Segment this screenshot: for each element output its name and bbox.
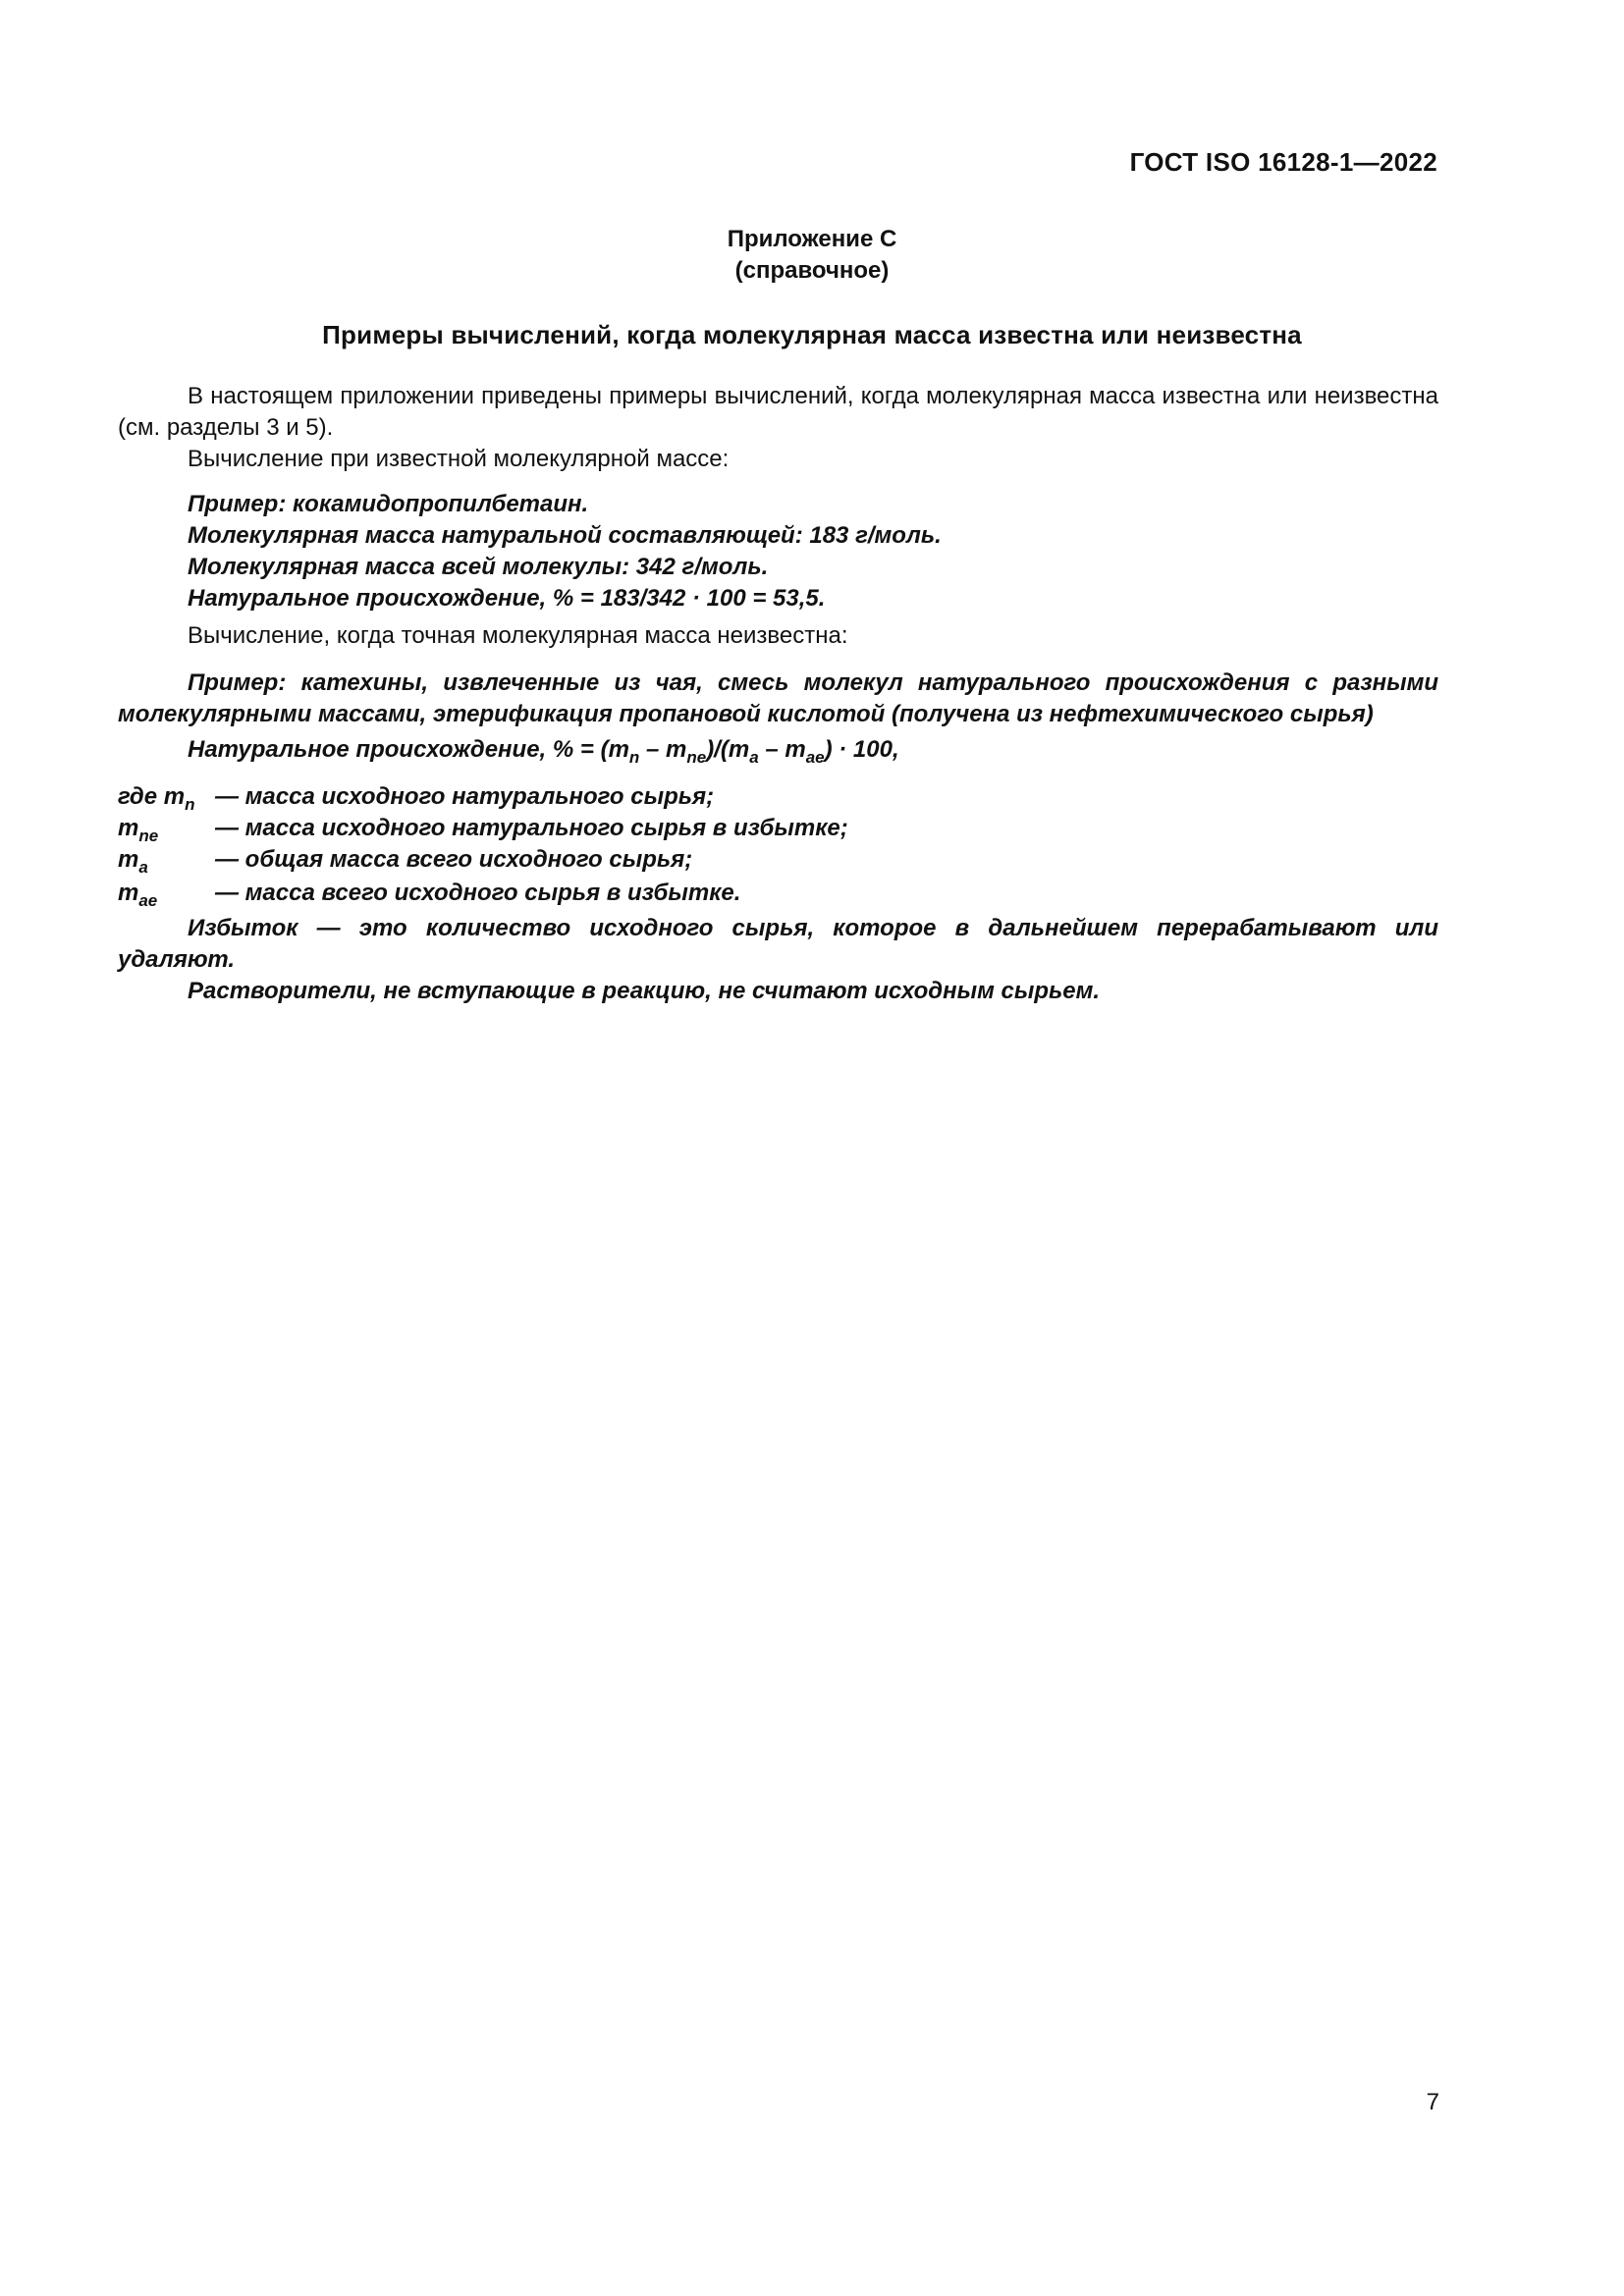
solvents-note: Растворители, не вступающие в реакцию, не считают исходным сырьем.	[188, 978, 1101, 1004]
example2-text: Пример: катехины, извлеченные из чая, смесь молекул натурального происхождения с разными молекулярными массами, этерификация пропановой кислотой (получена из нефтехимического сырья)	[118, 669, 1438, 727]
intro-paragraph: В настоящем приложении приведены примеры вычислений, когда молекулярная масса известна или неизвестна (см. разделы 3 и 5).	[118, 383, 1438, 441]
unknown-mass-heading: Вычисление, когда точная молекулярная масса неизвестна:	[188, 622, 848, 649]
definition-text: — масса исходного натурального сырья в избытке;	[215, 815, 848, 841]
example-unknown-block	[118, 667, 1438, 730]
symbol-mne: $m_{ne}$	[118, 815, 159, 845]
formula-block	[118, 734, 1438, 766]
symbol-ma: $m_a$	[118, 846, 148, 877]
example1-line3: Молекулярная масса всей молекулы: 342 г/моль.	[188, 554, 769, 580]
excess-note: Избыток — это количество исходного сырья, которое в дальнейшем перерабатывают или удаляют.	[118, 915, 1438, 973]
example1-line1: Пример: кокамидопропилбетаин.	[188, 491, 589, 517]
known-mass-heading: Вычисление при известной молекулярной массе:	[188, 446, 730, 472]
symbol-mae: $m_{ae}$	[118, 880, 158, 910]
unknown-mass-block	[118, 620, 1438, 652]
intro-block	[118, 381, 1438, 475]
example1-line2: Молекулярная масса натуральной составляющей: 183 г/моль.	[188, 522, 942, 549]
annex-type: (справочное)	[734, 257, 890, 284]
definition-text: — масса исходного натурального сырья;	[215, 783, 715, 810]
natural-origin-formula: Натуральное происхождение, % = $(m_n - m_{ne})/(m_a - m_{ae}) \cdot 100$,	[188, 736, 899, 767]
definition-text: — общая масса всего исходного сырья;	[215, 846, 693, 873]
definition-text: — масса всего исходного сырья в избытке.	[215, 880, 741, 906]
example-known-block	[118, 489, 1438, 614]
notes-block	[118, 913, 1438, 1007]
section-heading: Примеры вычислений, когда молекулярная масса известна или неизвестна	[322, 320, 1302, 349]
annex-title: Приложение С	[727, 226, 897, 252]
document-code: ГОСТ ISO 16128-1—2022	[1129, 147, 1437, 177]
symbol-mn: где $m_n$	[118, 783, 195, 814]
example1-line4: Натуральное происхождение, % = 183/342 · 100 = 53,5.	[188, 585, 826, 612]
page-number: 7	[1426, 2089, 1439, 2115]
